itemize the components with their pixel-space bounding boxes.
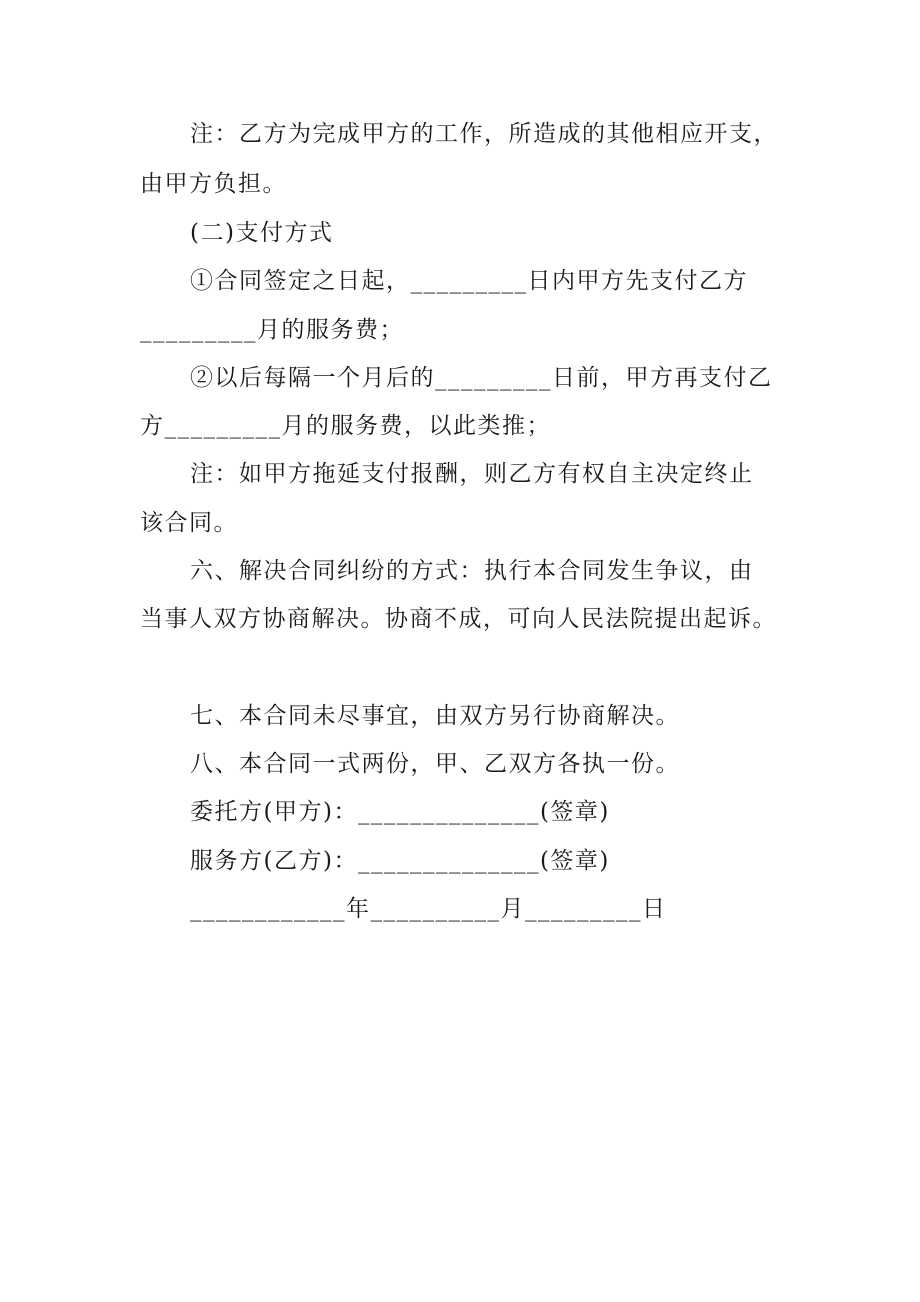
payment-method-heading: (二)支付方式 — [190, 220, 334, 246]
payment-clause-2-line-1: ②以后每隔一个月后的_________日前，甲方再支付乙 — [190, 365, 773, 391]
payment-clause-1-line-1: ①合同签定之日起，_________日内甲方先支付乙方 — [190, 268, 748, 294]
note-late-payment-line-2: 该合同。 — [140, 510, 238, 536]
party-b-signature-line: 服务方(乙方)：______________(签章) — [190, 848, 610, 874]
payment-clause-1-line-2: _________月的服务费； — [140, 317, 404, 343]
party-a-signature-line: 委托方(甲方)：______________(签章) — [190, 799, 610, 825]
note-expenses-line-1: 注：乙方为完成甲方的工作，所造成的其他相应开支， — [190, 121, 778, 147]
clause-eight: 八、本合同一式两份，甲、乙双方各执一份。 — [190, 751, 680, 777]
payment-clause-2-line-2: 方_________月的服务费，以此类推； — [140, 413, 551, 439]
note-expenses-line-2: 由甲方负担。 — [140, 171, 287, 197]
clause-seven: 七、本合同未尽事宜，由双方另行协商解决。 — [190, 703, 680, 729]
dispute-clause-line-1: 六、解决合同纠纷的方式：执行本合同发生争议，由 — [190, 558, 754, 584]
dispute-clause-line-2: 当事人双方协商解决。协商不成，可向人民法院提出起诉。 — [140, 606, 777, 632]
note-late-payment-line-1: 注：如甲方拖延支付报酬，则乙方有权自主决定终止 — [190, 461, 754, 487]
date-line: ____________年__________月_________日 — [190, 896, 667, 922]
